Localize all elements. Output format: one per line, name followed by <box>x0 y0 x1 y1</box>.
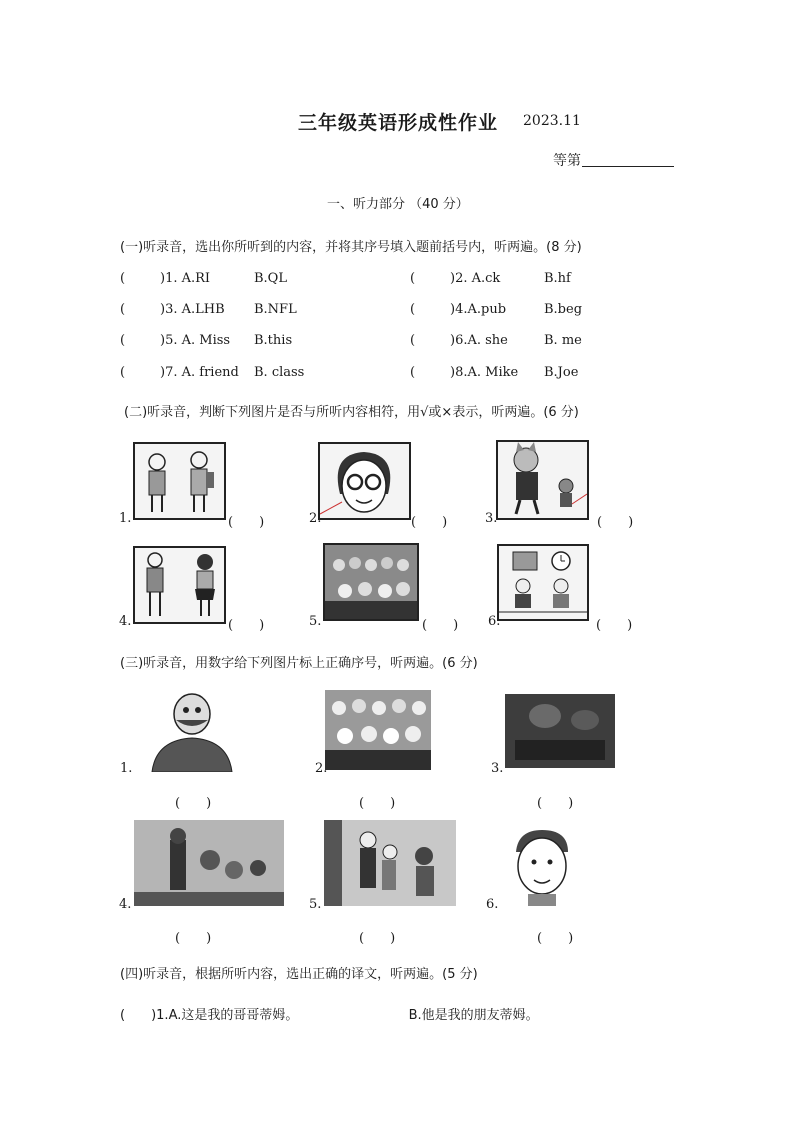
option-a: )7. A. friend <box>160 365 239 380</box>
picture-animals <box>134 820 284 906</box>
girl-face-illustration <box>320 444 409 518</box>
grade-label: 等第 <box>553 153 581 169</box>
grade-blank[interactable] <box>582 166 674 167</box>
part1-instruction: (一)听录音，选出你所听到的内容，并将其序号填入题前括号内，听两遍。(8 分) <box>120 240 582 255</box>
classroom-photo <box>325 545 417 619</box>
item-number: 4. <box>119 614 132 629</box>
option-b: B. me <box>544 333 582 348</box>
class-group-photo <box>325 690 431 770</box>
option-a: )4.A.pub <box>450 302 507 317</box>
item-number: 4. <box>119 897 132 912</box>
answer-bracket[interactable]: ( ) <box>175 931 212 946</box>
man-woman-illustration <box>135 548 224 622</box>
option-b: B.beg <box>544 302 583 317</box>
item-number: 2. <box>315 761 328 776</box>
option-a: )2. A.ck <box>450 271 501 286</box>
picture-dark-scene <box>505 694 615 768</box>
grandpa-illustration <box>142 688 240 772</box>
part4-instruction: (四)听录音，根据所听内容，选出正确的译文，听两遍。(5 分) <box>120 967 478 982</box>
option-b: B.NFL <box>254 302 297 317</box>
answer-bracket[interactable]: ( ) <box>537 931 574 946</box>
answer-bracket[interactable]: ( ) <box>596 618 633 633</box>
option-b: B.Joe <box>544 365 579 380</box>
option-a: )1. A.RI <box>160 271 211 286</box>
answer-bracket[interactable]: ( ) <box>359 931 396 946</box>
option-a: )8.A. Mike <box>450 365 519 380</box>
students-illustration <box>135 444 224 518</box>
question-2 <box>410 271 571 286</box>
answer-bracket[interactable]: ( ) <box>411 515 448 530</box>
answer-bracket[interactable]: ( ) <box>175 796 212 811</box>
picture-man-woman <box>133 546 226 624</box>
option-b: B.this <box>254 333 293 348</box>
option-a: )3. A.LHB <box>160 302 225 317</box>
question-6 <box>410 333 582 348</box>
boy-face-illustration <box>498 824 584 906</box>
exam-date: 2023.11 <box>523 113 581 129</box>
option-b: B.QL <box>254 271 287 286</box>
answer-paren[interactable]: ( <box>410 365 416 380</box>
answer-bracket[interactable]: ( ) <box>359 796 396 811</box>
answer-paren[interactable]: ( )1. <box>120 1008 169 1023</box>
picture-classroom <box>323 543 419 621</box>
item-number: 2. <box>309 511 322 526</box>
picture-girl-glasses <box>318 442 411 520</box>
answer-paren[interactable]: ( <box>120 271 126 286</box>
item-number: 6. <box>486 897 499 912</box>
page-title: 三年级英语形成性作业 <box>298 112 499 134</box>
clock-kids-illustration <box>499 546 587 619</box>
item-number: 3. <box>491 761 504 776</box>
part4-question-1 <box>120 1004 539 1023</box>
picture-family <box>324 820 456 906</box>
option-a: )6.A. she <box>450 333 508 348</box>
question-7 <box>120 365 304 380</box>
family-illustration <box>324 820 456 906</box>
answer-bracket[interactable]: ( ) <box>537 796 574 811</box>
option-a: A.这是我的哥哥蒂姆。 <box>168 1008 299 1023</box>
item-number: 1. <box>120 761 133 776</box>
item-number: 5. <box>309 897 322 912</box>
question-3 <box>120 302 297 317</box>
dark-scene-illustration <box>505 694 615 768</box>
question-8 <box>410 365 578 380</box>
cat-mouse-illustration <box>498 442 587 518</box>
answer-paren[interactable]: ( <box>410 271 416 286</box>
answer-bracket[interactable]: ( ) <box>228 515 265 530</box>
option-b: B.他是我的朋友蒂姆。 <box>408 1008 539 1023</box>
part3-instruction: (三)听录音，用数字给下列图片标上正确序号，听两遍。(6 分) <box>120 656 478 671</box>
answer-bracket[interactable]: ( ) <box>228 618 265 633</box>
item-number: 1. <box>119 511 132 526</box>
answer-paren[interactable]: ( <box>410 302 416 317</box>
picture-grandpa <box>142 688 240 772</box>
item-number: 3. <box>485 511 498 526</box>
answer-paren[interactable]: ( <box>410 333 416 348</box>
option-a: )5. A. Miss <box>160 333 231 348</box>
answer-bracket[interactable]: ( ) <box>422 618 459 633</box>
question-5 <box>120 333 292 348</box>
picture-boy-face <box>498 824 584 906</box>
picture-two-students <box>133 442 226 520</box>
picture-clock-kids <box>497 544 589 621</box>
part2-instruction: (二)听录音，判断下列图片是否与所听内容相符，用√或×表示，听两遍。(6 分) <box>124 405 579 420</box>
answer-paren[interactable]: ( <box>120 365 126 380</box>
item-number: 5. <box>309 614 322 629</box>
question-4 <box>410 302 582 317</box>
picture-class-group <box>325 690 431 770</box>
section-title: 一、听力部分 （40 分） <box>327 197 469 212</box>
question-1 <box>120 271 287 286</box>
animals-illustration <box>134 820 284 906</box>
answer-bracket[interactable]: ( ) <box>597 515 634 530</box>
option-b: B.hf <box>544 271 571 286</box>
item-number: 6. <box>488 614 501 629</box>
option-b: B. class <box>254 365 305 380</box>
answer-paren[interactable]: ( <box>120 302 126 317</box>
answer-paren[interactable]: ( <box>120 333 126 348</box>
picture-cat-mouse <box>496 440 589 520</box>
